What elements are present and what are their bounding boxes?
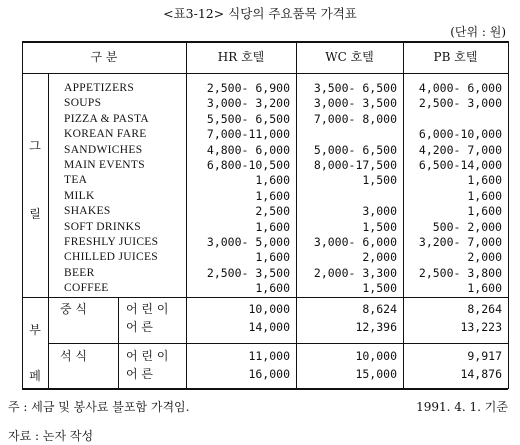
price-table [22,41,508,389]
grill-wc-price: 5,000- 6,500 [313,142,397,157]
buffet-dinner-adult-hr: 16,000 [248,367,290,381]
grill-item: APPETIZERS [64,82,135,94]
footnote: 주 : 세금 및 봉사료 불포함 가격임. [8,400,190,414]
grill-hr-price: 7,000-11,000 [206,127,290,142]
grill-item: BEER [64,266,95,279]
buffet-dinner-label: 석 식 [60,349,87,363]
buffet-lunch-adult-hr: 14,000 [248,320,290,334]
grill-pb-price: 1,600 [467,204,502,219]
grill-hr-price: 2,500 [255,204,290,219]
grill-wc-price: 3,000- 6,000 [313,235,397,249]
grill-item: SOUPS [64,97,102,110]
grill-hr-price: 6,800-10,500 [206,158,290,172]
right-border [508,41,509,389]
grill-hr-price: 1,600 [255,281,290,296]
grill-item: SANDWICHES [64,143,143,156]
header-hr-hotel: HR 호텔 [217,50,265,64]
grill-pb-price: 500- 2,000 [432,219,502,234]
grill-label-1: 그 [29,139,41,153]
header-rule [22,73,508,74]
grill-wc-price: 3,500- 6,500 [313,81,397,95]
grill-pb-price: 6,000-10,000 [418,127,502,142]
grill-item: COFFEE [64,282,109,295]
grill-hr-price: 2,500- 6,900 [206,81,290,95]
grill-hr-price: 1,600 [255,188,290,203]
grill-wc-price: 1,500 [362,173,397,188]
grill-bottom-rule [22,297,508,298]
buffet-label-2: 페 [29,369,41,383]
buffet-lunch-adult-wc: 12,396 [355,320,397,334]
grill-item: TEA [64,174,88,187]
grill-hr-price: 3,000- 3,200 [206,96,290,111]
grill-hr-price: 1,600 [255,173,290,188]
buffet-lunch-adult-label: 어 른 [126,320,153,334]
buffet-lunch-child-pb: 8,264 [467,302,502,316]
grill-pb-price: 2,000 [467,250,502,265]
grill-pb-price: 3,200- 7,000 [418,235,502,249]
grill-hr-price: 3,000- 5,000 [206,235,290,249]
grill-pb-price: 2,500- 3,800 [418,265,502,280]
buffet-dinner-adult-label: 어 른 [126,367,153,381]
grill-pb-price: 1,600 [467,173,502,188]
buffet-label-1: 부 [29,323,41,337]
grill-wc-price: 1,500 [362,281,397,296]
grill-item: PIZZA & PASTA [64,112,149,125]
grill-hr-price: 5,500- 6,500 [206,111,290,126]
buffet-mid-rule [48,343,508,344]
grill-wc-price: 8,000-17,500 [313,158,397,172]
grill-hr-price: 4,800- 6,000 [206,142,290,157]
grill-item: SOFT DRINKS [64,220,141,233]
grill-hr-price: 1,600 [255,250,290,265]
grill-pb-price: 1,600 [467,281,502,296]
meal-divider [118,297,119,389]
buffet-lunch-child-hr: 10,000 [248,302,290,316]
table-title: <표3-12> 식당의 주요품목 가격표 [163,6,357,21]
grill-item: MILK [64,189,95,202]
unit-label: (단위 : 원) [450,25,506,39]
buffet-dinner-adult-wc: 15,000 [355,367,397,381]
buffet-lunch-child-label: 어 린 이 [126,302,169,316]
grill-item: SHAKES [64,205,111,218]
buffet-lunch-adult-pb: 13,223 [460,320,502,334]
buffet-dinner-child-hr: 11,000 [248,349,290,363]
grill-wc-price: 1,500 [362,219,397,234]
reference-date: 1991. 4. 1. 기준 [416,400,508,414]
header-category: 구 분 [90,50,118,64]
buffet-dinner-child-pb: 9,917 [467,349,502,363]
grill-item: MAIN EVENTS [64,159,145,171]
source-note: 자료 : 논자 작성 [8,429,94,443]
buffet-lunch-child-wc: 8,624 [362,302,397,316]
buffet-lunch-label: 중 식 [60,302,87,316]
grill-pb-price: 4,000- 6,000 [418,81,502,95]
buffet-dinner-adult-pb: 14,876 [460,367,502,381]
grill-pb-price: 1,600 [467,188,502,203]
grill-item: CHILLED JUICES [64,251,158,264]
grill-pb-price: 4,200- 7,000 [418,142,502,157]
category-divider [48,73,49,389]
grill-pb-price: 6,500-14,000 [418,158,502,172]
grill-pb-price: 2,500- 3,000 [418,96,502,111]
grill-wc-price: 3,000- 3,500 [313,96,397,111]
grill-wc-price: 2,000- 3,300 [313,265,397,280]
grill-item: KOREAN FARE [64,128,147,141]
table-bottom-rule [22,388,508,390]
grill-wc-price: 7,000- 8,000 [313,111,397,126]
grill-wc-price: 3,000 [362,204,397,219]
grill-wc-price: 2,000 [362,250,397,265]
grill-item: FRESHLY JUICES [64,236,159,248]
grill-label-2: 릴 [29,207,41,221]
header-pb-hotel: PB 호텔 [433,50,478,64]
grill-hr-price: 1,600 [255,219,290,234]
buffet-dinner-child-wc: 10,000 [355,349,397,363]
buffet-dinner-child-label: 어 린 이 [126,349,169,363]
grill-hr-price: 2,500- 3,500 [206,265,290,280]
header-wc-hotel: WC 호텔 [325,50,374,64]
